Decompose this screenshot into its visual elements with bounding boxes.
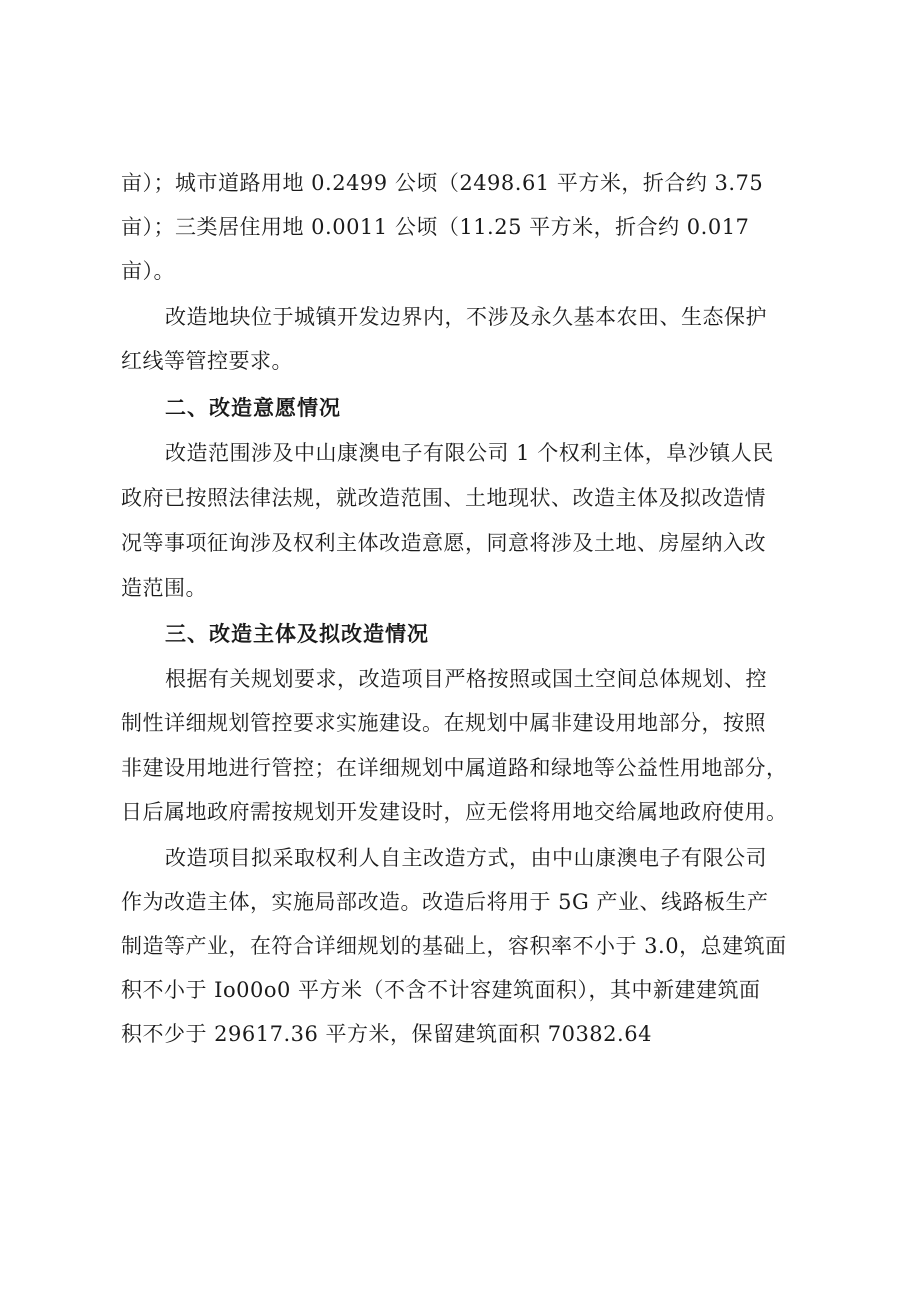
- paragraph-line: 况等事项征询涉及权利主体改造意愿，同意将涉及土地、房屋纳入改: [121, 531, 766, 555]
- paragraph-line: 红线等管控要求。: [121, 349, 293, 373]
- paragraph-line: 作为改造主体，实施局部改造。改造后将用于 5G 产业、线路板生产: [121, 890, 769, 914]
- paragraph-line: 亩）；三类居住用地 0.0011 公顷（11.25 平方米，折合约 0.017: [121, 215, 750, 239]
- paragraph-line: 积不小于 Io00o0 平方米（不含不计容建筑面积），其中新建建筑面: [121, 978, 761, 1002]
- section-heading: 二、改造意愿情况: [165, 396, 341, 420]
- paragraph-line: 制性详细规划管控要求实施建设。在规划中属非建设用地部分，按照: [121, 711, 766, 735]
- section-heading: 三、改造主体及拟改造情况: [165, 622, 429, 646]
- paragraph-line: 政府已按照法律法规，就改造范围、土地现状、改造主体及拟改造情: [121, 486, 766, 510]
- paragraph-line: 根据有关规划要求，改造项目严格按照或国土空间总体规划、控: [165, 667, 767, 691]
- paragraph-line: 日后属地政府需按规划开发建设时，应无偿将用地交给属地政府使用。: [121, 800, 788, 824]
- paragraph-line: 改造项目拟采取权利人自主改造方式，由中山康澳电子有限公司: [165, 846, 767, 870]
- paragraph-line: 制造等产业，在符合详细规划的基础上，容积率不小于 3.0，总建筑面: [121, 934, 787, 958]
- paragraph-line: 改造范围涉及中山康澳电子有限公司 1 个权利主体，阜沙镇人民: [165, 441, 774, 465]
- paragraph-line: 造范围。: [121, 576, 207, 600]
- paragraph-line: 改造地块位于城镇开发边界内，不涉及永久基本农田、生态保护: [165, 305, 767, 329]
- paragraph-line: 非建设用地进行管控；在详细规划中属道路和绿地等公益性用地部分，: [121, 756, 788, 780]
- paragraph-line: 积不少于 29617.36 平方米，保留建筑面积 70382.64: [121, 1022, 652, 1046]
- paragraph-line: 亩）；城市道路用地 0.2499 公顷（2498.61 平方米，折合约 3.75: [121, 171, 764, 195]
- paragraph-line: 亩）。: [121, 259, 175, 283]
